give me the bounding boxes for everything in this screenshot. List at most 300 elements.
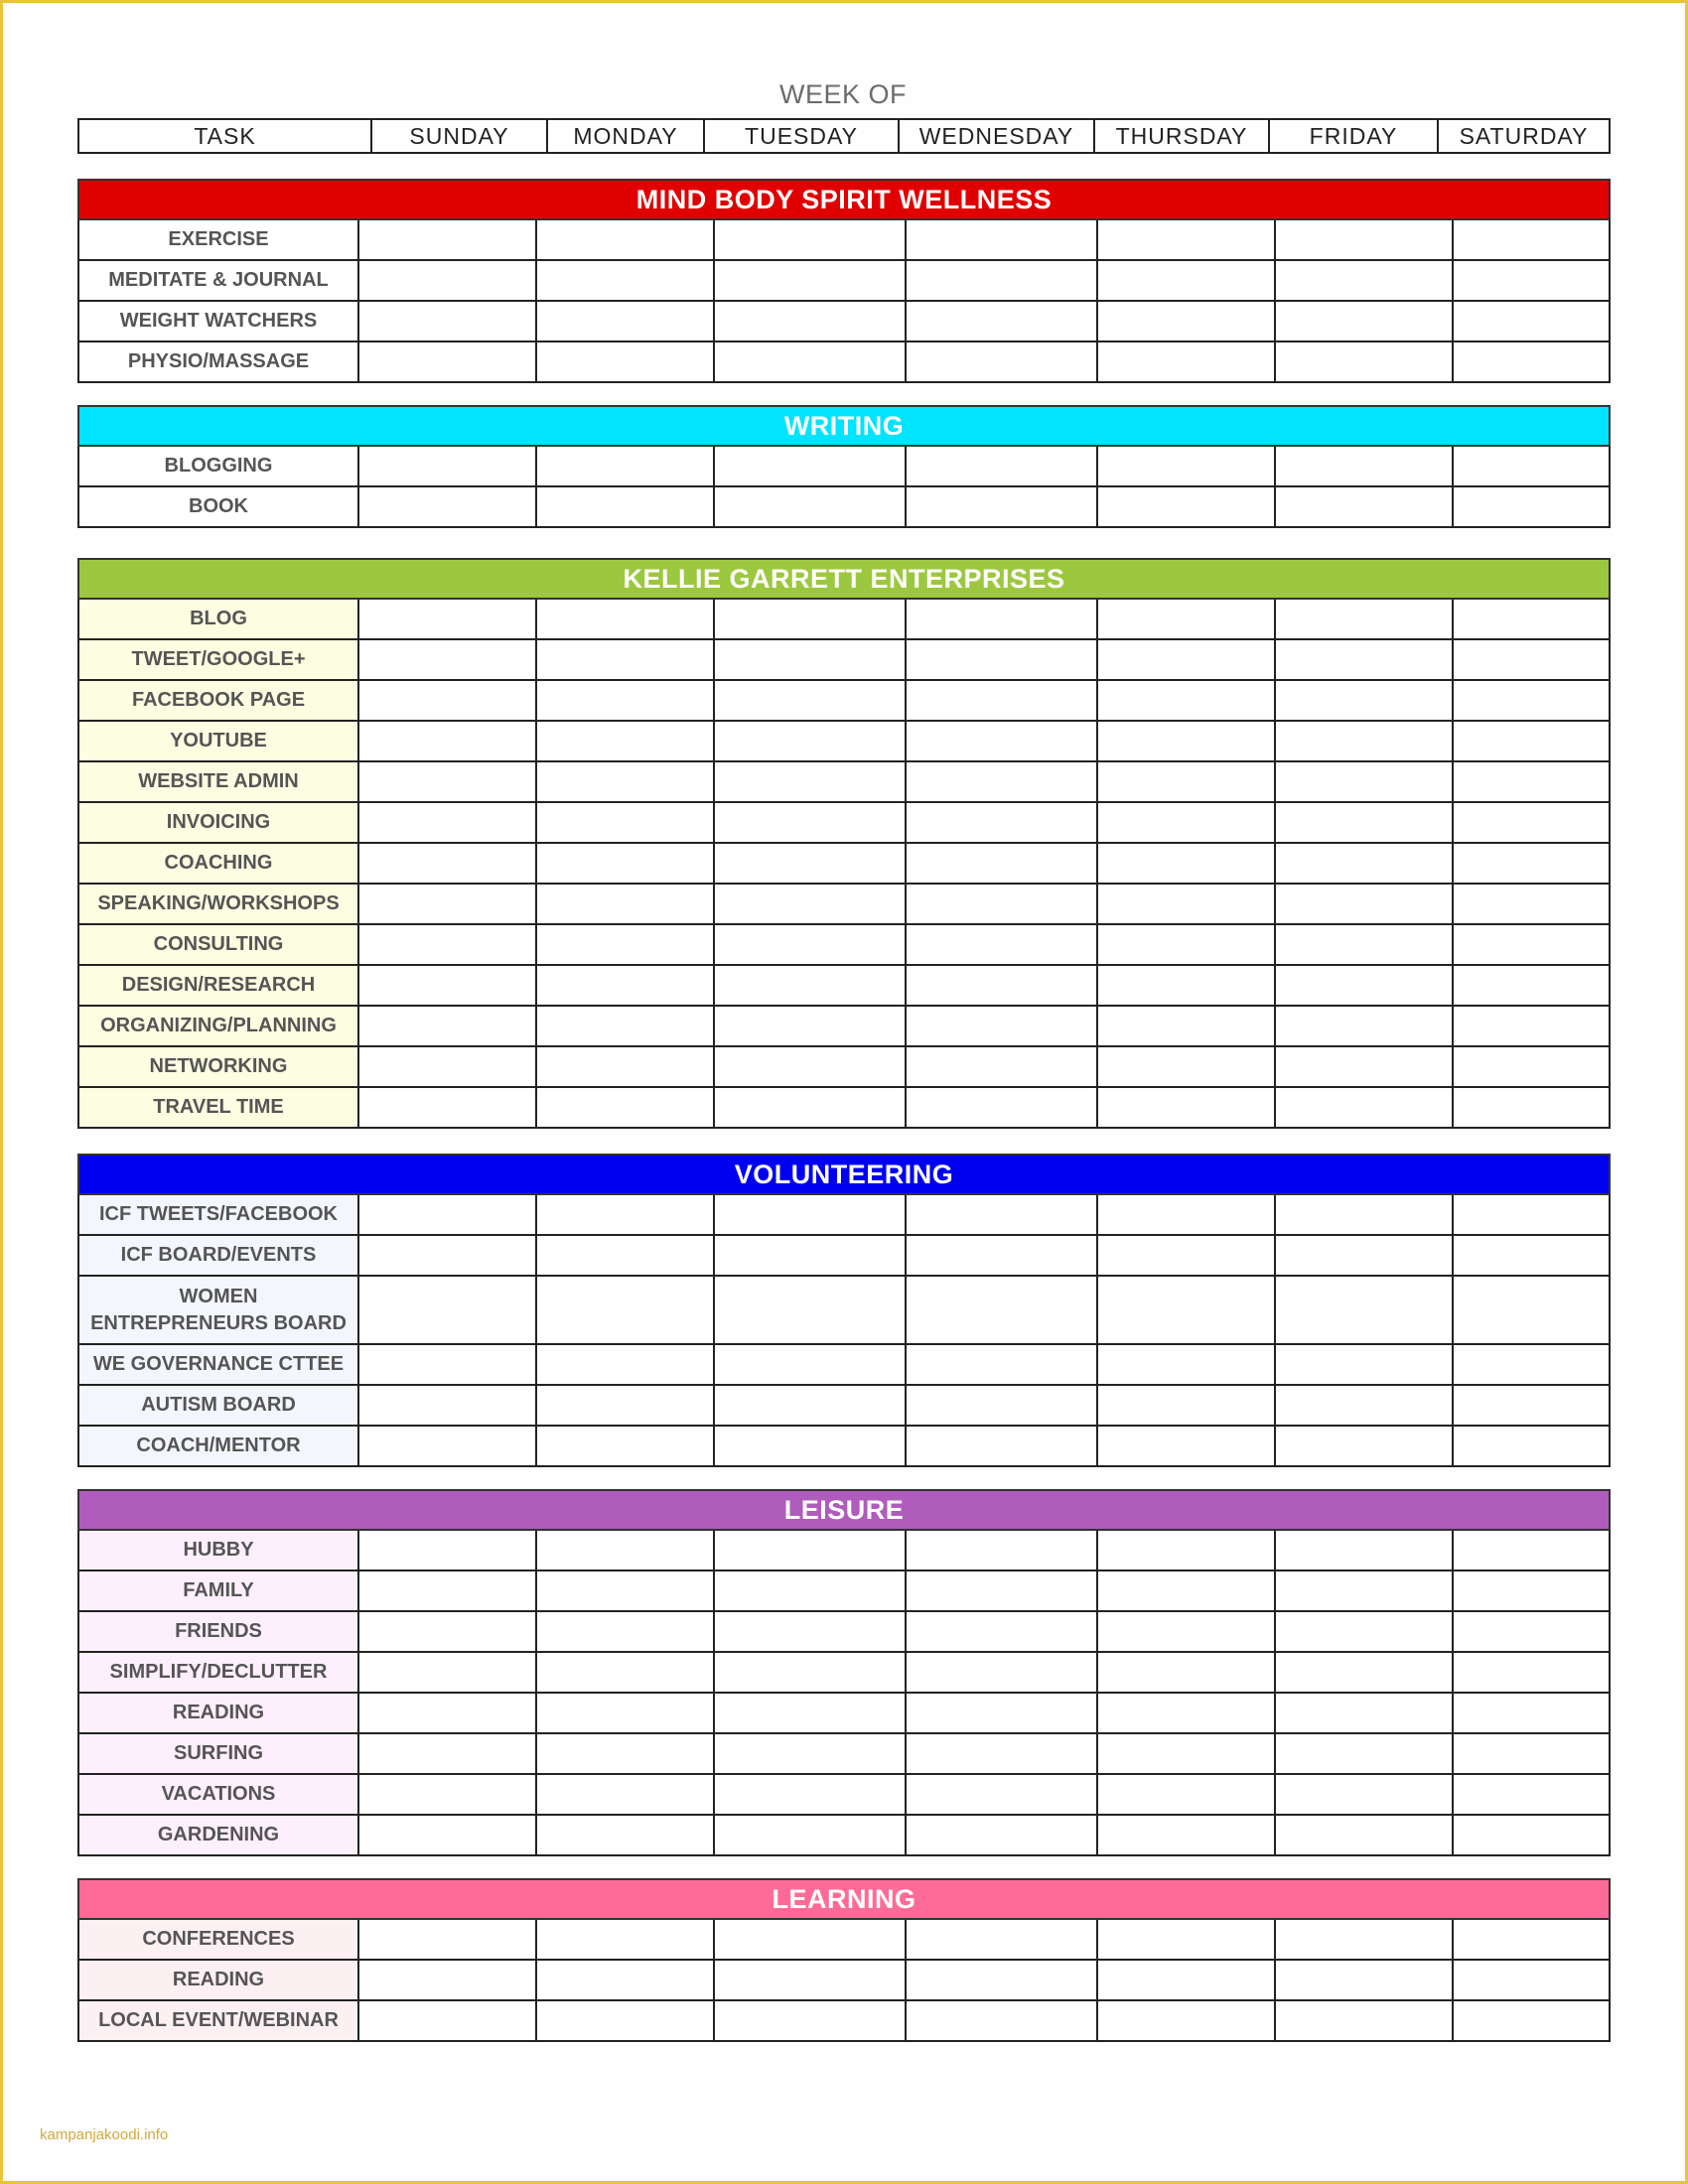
day-cell-tuesday[interactable] bbox=[714, 680, 906, 721]
day-cell-friday[interactable] bbox=[1275, 2000, 1453, 2041]
day-cell-tuesday[interactable] bbox=[714, 1960, 906, 2000]
task-label: CONFERENCES bbox=[78, 1919, 358, 1960]
day-cell-sunday[interactable] bbox=[358, 1919, 536, 1960]
day-cell-sunday[interactable] bbox=[358, 1235, 536, 1276]
day-cell-tuesday[interactable] bbox=[714, 1194, 906, 1235]
day-cell-wednesday[interactable] bbox=[906, 1815, 1097, 1855]
day-cell-friday[interactable] bbox=[1275, 1385, 1453, 1426]
day-cell-sunday[interactable] bbox=[358, 599, 536, 639]
task-label: READING bbox=[78, 1693, 358, 1733]
task-label: BLOG bbox=[78, 599, 358, 639]
day-cell-wednesday[interactable] bbox=[906, 1570, 1097, 1611]
day-cell-friday[interactable] bbox=[1275, 1652, 1453, 1693]
day-cell-tuesday[interactable] bbox=[714, 1570, 906, 1611]
task-label: ICF TWEETS/FACEBOOK bbox=[78, 1194, 358, 1235]
day-cell-tuesday[interactable] bbox=[714, 1652, 906, 1693]
day-cell-sunday[interactable] bbox=[358, 446, 536, 486]
day-cell-monday[interactable] bbox=[536, 1611, 714, 1652]
day-cell-tuesday[interactable] bbox=[714, 1693, 906, 1733]
day-cell-wednesday[interactable] bbox=[906, 599, 1097, 639]
day-cell-saturday[interactable] bbox=[1453, 761, 1610, 802]
day-cell-tuesday[interactable] bbox=[714, 260, 906, 301]
task-label: SURFING bbox=[78, 1733, 358, 1774]
day-cell-saturday[interactable] bbox=[1453, 486, 1610, 527]
day-cell-thursday[interactable] bbox=[1097, 639, 1275, 680]
day-cell-wednesday[interactable] bbox=[906, 1693, 1097, 1733]
day-cell-thursday[interactable] bbox=[1097, 1235, 1275, 1276]
day-cell-tuesday[interactable] bbox=[714, 219, 906, 260]
day-cell-saturday[interactable] bbox=[1453, 1385, 1610, 1426]
day-cell-wednesday[interactable] bbox=[906, 260, 1097, 301]
day-cell-tuesday[interactable] bbox=[714, 2000, 906, 2041]
day-cell-saturday[interactable] bbox=[1453, 1693, 1610, 1733]
day-cell-monday[interactable] bbox=[536, 639, 714, 680]
day-cell-wednesday[interactable] bbox=[906, 1530, 1097, 1570]
day-cell-tuesday[interactable] bbox=[714, 843, 906, 884]
task-row bbox=[78, 219, 1610, 260]
day-cell-sunday[interactable] bbox=[358, 1652, 536, 1693]
day-cell-wednesday[interactable] bbox=[906, 219, 1097, 260]
day-cell-wednesday[interactable] bbox=[906, 721, 1097, 761]
day-cell-monday[interactable] bbox=[536, 843, 714, 884]
day-cell-thursday[interactable] bbox=[1097, 1006, 1275, 1046]
day-cell-monday[interactable] bbox=[536, 341, 714, 382]
task-label: TRAVEL TIME bbox=[78, 1087, 358, 1128]
day-cell-wednesday[interactable] bbox=[906, 680, 1097, 721]
day-cell-sunday[interactable] bbox=[358, 486, 536, 527]
day-cell-wednesday[interactable] bbox=[906, 639, 1097, 680]
day-cell-friday[interactable] bbox=[1275, 1570, 1453, 1611]
day-cell-friday[interactable] bbox=[1275, 721, 1453, 761]
day-cell-friday[interactable] bbox=[1275, 1774, 1453, 1815]
day-cell-thursday[interactable] bbox=[1097, 680, 1275, 721]
day-cell-tuesday[interactable] bbox=[714, 486, 906, 527]
day-cell-sunday[interactable] bbox=[358, 761, 536, 802]
day-cell-monday[interactable] bbox=[536, 1087, 714, 1128]
day-cell-monday[interactable] bbox=[536, 599, 714, 639]
day-cell-saturday[interactable] bbox=[1453, 1919, 1610, 1960]
task-row bbox=[78, 301, 1610, 341]
day-cell-saturday[interactable] bbox=[1453, 1774, 1610, 1815]
day-cell-saturday[interactable] bbox=[1453, 1611, 1610, 1652]
day-cell-sunday[interactable] bbox=[358, 2000, 536, 2041]
day-cell-saturday[interactable] bbox=[1453, 680, 1610, 721]
day-cell-wednesday[interactable] bbox=[906, 1046, 1097, 1087]
day-cell-wednesday[interactable] bbox=[906, 486, 1097, 527]
task-row bbox=[78, 639, 1610, 680]
day-cell-monday[interactable] bbox=[536, 1235, 714, 1276]
task-row bbox=[78, 884, 1610, 924]
day-cell-friday[interactable] bbox=[1275, 1693, 1453, 1733]
day-cell-monday[interactable] bbox=[536, 1733, 714, 1774]
day-cell-thursday[interactable] bbox=[1097, 761, 1275, 802]
task-row bbox=[78, 924, 1610, 965]
day-cell-monday[interactable] bbox=[536, 802, 714, 843]
day-cell-friday[interactable] bbox=[1275, 599, 1453, 639]
day-cell-tuesday[interactable] bbox=[714, 1815, 906, 1855]
task-label: SIMPLIFY/DECLUTTER bbox=[78, 1652, 358, 1693]
day-cell-monday[interactable] bbox=[536, 1530, 714, 1570]
day-cell-sunday[interactable] bbox=[358, 341, 536, 382]
day-cell-thursday[interactable] bbox=[1097, 301, 1275, 341]
day-cell-thursday[interactable] bbox=[1097, 802, 1275, 843]
day-cell-friday[interactable] bbox=[1275, 1276, 1453, 1344]
day-cell-wednesday[interactable] bbox=[906, 965, 1097, 1006]
day-cell-saturday[interactable] bbox=[1453, 965, 1610, 1006]
task-row bbox=[78, 446, 1610, 486]
day-cell-tuesday[interactable] bbox=[714, 1426, 906, 1466]
day-cell-sunday[interactable] bbox=[358, 301, 536, 341]
day-cell-monday[interactable] bbox=[536, 260, 714, 301]
day-cell-monday[interactable] bbox=[536, 301, 714, 341]
day-cell-wednesday[interactable] bbox=[906, 446, 1097, 486]
day-cell-sunday[interactable] bbox=[358, 1570, 536, 1611]
day-cell-tuesday[interactable] bbox=[714, 721, 906, 761]
task-label: TWEET/GOOGLE+ bbox=[78, 639, 358, 680]
day-cell-saturday[interactable] bbox=[1453, 2000, 1610, 2041]
day-cell-friday[interactable] bbox=[1275, 680, 1453, 721]
task-row bbox=[78, 1652, 1610, 1693]
day-cell-friday[interactable] bbox=[1275, 341, 1453, 382]
day-cell-sunday[interactable] bbox=[358, 843, 536, 884]
task-label: BOOK bbox=[78, 486, 358, 527]
day-cell-sunday[interactable] bbox=[358, 219, 536, 260]
day-cell-thursday[interactable] bbox=[1097, 1960, 1275, 2000]
day-cell-tuesday[interactable] bbox=[714, 1611, 906, 1652]
day-cell-thursday[interactable] bbox=[1097, 1733, 1275, 1774]
day-cell-sunday[interactable] bbox=[358, 1426, 536, 1466]
day-cell-thursday[interactable] bbox=[1097, 1815, 1275, 1855]
day-cell-friday[interactable] bbox=[1275, 1426, 1453, 1466]
day-cell-thursday[interactable] bbox=[1097, 1919, 1275, 1960]
day-cell-saturday[interactable] bbox=[1453, 341, 1610, 382]
day-cell-thursday[interactable] bbox=[1097, 884, 1275, 924]
day-cell-wednesday[interactable] bbox=[906, 1087, 1097, 1128]
day-cell-thursday[interactable] bbox=[1097, 1570, 1275, 1611]
day-cell-thursday[interactable] bbox=[1097, 486, 1275, 527]
task-label: NETWORKING bbox=[78, 1046, 358, 1087]
day-cell-saturday[interactable] bbox=[1453, 219, 1610, 260]
day-cell-thursday[interactable] bbox=[1097, 599, 1275, 639]
day-cell-monday[interactable] bbox=[536, 1652, 714, 1693]
day-cell-wednesday[interactable] bbox=[906, 1733, 1097, 1774]
day-cell-friday[interactable] bbox=[1275, 446, 1453, 486]
day-cell-friday[interactable] bbox=[1275, 1919, 1453, 1960]
day-cell-saturday[interactable] bbox=[1453, 1960, 1610, 2000]
day-cell-wednesday[interactable] bbox=[906, 1652, 1097, 1693]
section-title: LEARNING bbox=[78, 1879, 1610, 1919]
day-cell-monday[interactable] bbox=[536, 1194, 714, 1235]
task-row bbox=[78, 965, 1610, 1006]
day-cell-thursday[interactable] bbox=[1097, 721, 1275, 761]
day-cell-thursday[interactable] bbox=[1097, 1194, 1275, 1235]
task-label: WOMEN ENTREPRENEURS BOARD bbox=[78, 1276, 358, 1344]
day-cell-thursday[interactable] bbox=[1097, 219, 1275, 260]
task-row bbox=[78, 1570, 1610, 1611]
day-cell-tuesday[interactable] bbox=[714, 599, 906, 639]
day-cell-friday[interactable] bbox=[1275, 219, 1453, 260]
day-cell-saturday[interactable] bbox=[1453, 1652, 1610, 1693]
day-cell-tuesday[interactable] bbox=[714, 1344, 906, 1385]
day-cell-monday[interactable] bbox=[536, 965, 714, 1006]
day-cell-tuesday[interactable] bbox=[714, 1385, 906, 1426]
day-cell-thursday[interactable] bbox=[1097, 260, 1275, 301]
day-cell-sunday[interactable] bbox=[358, 965, 536, 1006]
section-title: LEISURE bbox=[78, 1490, 1610, 1530]
day-cell-sunday[interactable] bbox=[358, 1087, 536, 1128]
task-row bbox=[78, 1276, 1610, 1344]
day-cell-tuesday[interactable] bbox=[714, 965, 906, 1006]
day-cell-thursday[interactable] bbox=[1097, 843, 1275, 884]
day-cell-saturday[interactable] bbox=[1453, 884, 1610, 924]
day-cell-saturday[interactable] bbox=[1453, 1276, 1610, 1344]
day-cell-tuesday[interactable] bbox=[714, 1235, 906, 1276]
day-cell-thursday[interactable] bbox=[1097, 965, 1275, 1006]
day-cell-monday[interactable] bbox=[536, 1693, 714, 1733]
day-cell-saturday[interactable] bbox=[1453, 1570, 1610, 1611]
day-cell-tuesday[interactable] bbox=[714, 761, 906, 802]
day-cell-wednesday[interactable] bbox=[906, 2000, 1097, 2041]
day-cell-sunday[interactable] bbox=[358, 1344, 536, 1385]
day-cell-friday[interactable] bbox=[1275, 884, 1453, 924]
task-row bbox=[78, 680, 1610, 721]
day-cell-monday[interactable] bbox=[536, 721, 714, 761]
section-table-5 bbox=[77, 1878, 1611, 2042]
day-cell-saturday[interactable] bbox=[1453, 1235, 1610, 1276]
day-cell-monday[interactable] bbox=[536, 1774, 714, 1815]
day-cell-wednesday[interactable] bbox=[906, 1235, 1097, 1276]
day-cell-saturday[interactable] bbox=[1453, 446, 1610, 486]
day-cell-friday[interactable] bbox=[1275, 1611, 1453, 1652]
day-cell-monday[interactable] bbox=[536, 1276, 714, 1344]
task-row bbox=[78, 1235, 1610, 1276]
day-cell-tuesday[interactable] bbox=[714, 1530, 906, 1570]
day-cell-monday[interactable] bbox=[536, 761, 714, 802]
day-cell-wednesday[interactable] bbox=[906, 341, 1097, 382]
day-cell-saturday[interactable] bbox=[1453, 843, 1610, 884]
day-cell-saturday[interactable] bbox=[1453, 721, 1610, 761]
day-cell-thursday[interactable] bbox=[1097, 446, 1275, 486]
day-cell-monday[interactable] bbox=[536, 446, 714, 486]
task-row bbox=[78, 761, 1610, 802]
day-cell-thursday[interactable] bbox=[1097, 2000, 1275, 2041]
day-cell-thursday[interactable] bbox=[1097, 1087, 1275, 1128]
day-cell-tuesday[interactable] bbox=[714, 301, 906, 341]
day-cell-thursday[interactable] bbox=[1097, 1046, 1275, 1087]
day-cell-saturday[interactable] bbox=[1453, 1815, 1610, 1855]
day-cell-tuesday[interactable] bbox=[714, 1774, 906, 1815]
day-cell-thursday[interactable] bbox=[1097, 1652, 1275, 1693]
day-cell-wednesday[interactable] bbox=[906, 1774, 1097, 1815]
day-cell-wednesday[interactable] bbox=[906, 1385, 1097, 1426]
day-cell-saturday[interactable] bbox=[1453, 639, 1610, 680]
day-cell-sunday[interactable] bbox=[358, 680, 536, 721]
day-cell-monday[interactable] bbox=[536, 1426, 714, 1466]
day-cell-thursday[interactable] bbox=[1097, 1385, 1275, 1426]
task-row bbox=[78, 260, 1610, 301]
day-cell-wednesday[interactable] bbox=[906, 884, 1097, 924]
day-cell-sunday[interactable] bbox=[358, 802, 536, 843]
day-cell-sunday[interactable] bbox=[358, 1385, 536, 1426]
day-cell-sunday[interactable] bbox=[358, 1530, 536, 1570]
day-cell-monday[interactable] bbox=[536, 219, 714, 260]
day-cell-friday[interactable] bbox=[1275, 639, 1453, 680]
day-cell-sunday[interactable] bbox=[358, 1693, 536, 1733]
day-cell-wednesday[interactable] bbox=[906, 1960, 1097, 2000]
day-cell-sunday[interactable] bbox=[358, 1960, 536, 2000]
day-cell-saturday[interactable] bbox=[1453, 1344, 1610, 1385]
section-title: VOLUNTEERING bbox=[78, 1155, 1610, 1194]
day-cell-saturday[interactable] bbox=[1453, 1530, 1610, 1570]
day-cell-sunday[interactable] bbox=[358, 1194, 536, 1235]
day-cell-wednesday[interactable] bbox=[906, 1611, 1097, 1652]
day-cell-saturday[interactable] bbox=[1453, 1087, 1610, 1128]
day-cell-sunday[interactable] bbox=[358, 884, 536, 924]
task-row bbox=[78, 2000, 1610, 2041]
day-cell-saturday[interactable] bbox=[1453, 924, 1610, 965]
day-cell-sunday[interactable] bbox=[358, 924, 536, 965]
day-cell-friday[interactable] bbox=[1275, 965, 1453, 1006]
day-cell-friday[interactable] bbox=[1275, 486, 1453, 527]
day-cell-wednesday[interactable] bbox=[906, 843, 1097, 884]
day-cell-wednesday[interactable] bbox=[906, 761, 1097, 802]
day-cell-thursday[interactable] bbox=[1097, 1530, 1275, 1570]
day-cell-saturday[interactable] bbox=[1453, 1426, 1610, 1466]
task-label: FAMILY bbox=[78, 1570, 358, 1611]
day-cell-monday[interactable] bbox=[536, 924, 714, 965]
day-cell-thursday[interactable] bbox=[1097, 341, 1275, 382]
header-task: TASK bbox=[78, 119, 371, 153]
day-cell-friday[interactable] bbox=[1275, 761, 1453, 802]
day-cell-monday[interactable] bbox=[536, 486, 714, 527]
section-title: WRITING bbox=[78, 406, 1610, 446]
day-cell-friday[interactable] bbox=[1275, 802, 1453, 843]
day-cell-monday[interactable] bbox=[536, 1815, 714, 1855]
day-cell-tuesday[interactable] bbox=[714, 341, 906, 382]
day-cell-friday[interactable] bbox=[1275, 1344, 1453, 1385]
day-cell-wednesday[interactable] bbox=[906, 802, 1097, 843]
day-cell-wednesday[interactable] bbox=[906, 1344, 1097, 1385]
day-cell-tuesday[interactable] bbox=[714, 1006, 906, 1046]
day-cell-sunday[interactable] bbox=[358, 639, 536, 680]
day-cell-tuesday[interactable] bbox=[714, 1087, 906, 1128]
day-cell-sunday[interactable] bbox=[358, 721, 536, 761]
task-label: DESIGN/RESEARCH bbox=[78, 965, 358, 1006]
day-cell-sunday[interactable] bbox=[358, 1611, 536, 1652]
day-cell-monday[interactable] bbox=[536, 2000, 714, 2041]
day-cell-thursday[interactable] bbox=[1097, 1344, 1275, 1385]
day-cell-wednesday[interactable] bbox=[906, 1276, 1097, 1344]
day-cell-monday[interactable] bbox=[536, 1046, 714, 1087]
day-cell-tuesday[interactable] bbox=[714, 639, 906, 680]
day-cell-wednesday[interactable] bbox=[906, 924, 1097, 965]
task-row bbox=[78, 1344, 1610, 1385]
day-cell-sunday[interactable] bbox=[358, 1774, 536, 1815]
day-cell-thursday[interactable] bbox=[1097, 924, 1275, 965]
day-cell-tuesday[interactable] bbox=[714, 1276, 906, 1344]
day-cell-monday[interactable] bbox=[536, 1006, 714, 1046]
task-row bbox=[78, 1385, 1610, 1426]
day-cell-friday[interactable] bbox=[1275, 1815, 1453, 1855]
day-cell-sunday[interactable] bbox=[358, 1276, 536, 1344]
day-cell-friday[interactable] bbox=[1275, 1235, 1453, 1276]
day-cell-saturday[interactable] bbox=[1453, 260, 1610, 301]
day-cell-friday[interactable] bbox=[1275, 301, 1453, 341]
day-cell-friday[interactable] bbox=[1275, 843, 1453, 884]
day-cell-monday[interactable] bbox=[536, 680, 714, 721]
day-cell-wednesday[interactable] bbox=[906, 1919, 1097, 1960]
day-cell-thursday[interactable] bbox=[1097, 1426, 1275, 1466]
day-cell-friday[interactable] bbox=[1275, 1046, 1453, 1087]
task-label: GARDENING bbox=[78, 1815, 358, 1855]
task-label: COACHING bbox=[78, 843, 358, 884]
day-cell-friday[interactable] bbox=[1275, 924, 1453, 965]
day-cell-tuesday[interactable] bbox=[714, 884, 906, 924]
day-cell-saturday[interactable] bbox=[1453, 1194, 1610, 1235]
day-cell-sunday[interactable] bbox=[358, 1006, 536, 1046]
day-cell-saturday[interactable] bbox=[1453, 1733, 1610, 1774]
task-label: MEDITATE & JOURNAL bbox=[78, 260, 358, 301]
day-cell-thursday[interactable] bbox=[1097, 1611, 1275, 1652]
task-label: YOUTUBE bbox=[78, 721, 358, 761]
day-cell-tuesday[interactable] bbox=[714, 1919, 906, 1960]
day-cell-saturday[interactable] bbox=[1453, 599, 1610, 639]
task-label: PHYSIO/MASSAGE bbox=[78, 341, 358, 382]
section-table-1 bbox=[77, 405, 1611, 528]
day-cell-monday[interactable] bbox=[536, 1570, 714, 1611]
day-cell-wednesday[interactable] bbox=[906, 1194, 1097, 1235]
task-row bbox=[78, 802, 1610, 843]
day-cell-saturday[interactable] bbox=[1453, 301, 1610, 341]
day-cell-tuesday[interactable] bbox=[714, 446, 906, 486]
day-cell-sunday[interactable] bbox=[358, 260, 536, 301]
day-cell-monday[interactable] bbox=[536, 1919, 714, 1960]
day-cell-wednesday[interactable] bbox=[906, 1006, 1097, 1046]
day-cell-friday[interactable] bbox=[1275, 1733, 1453, 1774]
day-cell-tuesday[interactable] bbox=[714, 802, 906, 843]
day-cell-tuesday[interactable] bbox=[714, 1733, 906, 1774]
task-row bbox=[78, 1733, 1610, 1774]
day-cell-friday[interactable] bbox=[1275, 1087, 1453, 1128]
day-cell-sunday[interactable] bbox=[358, 1046, 536, 1087]
day-cell-monday[interactable] bbox=[536, 1960, 714, 2000]
day-cell-thursday[interactable] bbox=[1097, 1693, 1275, 1733]
day-cell-friday[interactable] bbox=[1275, 1006, 1453, 1046]
day-cell-wednesday[interactable] bbox=[906, 1426, 1097, 1466]
day-cell-friday[interactable] bbox=[1275, 260, 1453, 301]
day-cell-tuesday[interactable] bbox=[714, 924, 906, 965]
day-cell-monday[interactable] bbox=[536, 884, 714, 924]
day-cell-friday[interactable] bbox=[1275, 1960, 1453, 2000]
day-cell-saturday[interactable] bbox=[1453, 1006, 1610, 1046]
day-cell-friday[interactable] bbox=[1275, 1194, 1453, 1235]
day-cell-sunday[interactable] bbox=[358, 1815, 536, 1855]
day-cell-saturday[interactable] bbox=[1453, 802, 1610, 843]
day-cell-monday[interactable] bbox=[536, 1344, 714, 1385]
task-row bbox=[78, 721, 1610, 761]
day-cell-sunday[interactable] bbox=[358, 1733, 536, 1774]
day-cell-thursday[interactable] bbox=[1097, 1774, 1275, 1815]
day-cell-wednesday[interactable] bbox=[906, 301, 1097, 341]
task-row bbox=[78, 1919, 1610, 1960]
day-cell-thursday[interactable] bbox=[1097, 1276, 1275, 1344]
day-cell-saturday[interactable] bbox=[1453, 1046, 1610, 1087]
task-row bbox=[78, 1046, 1610, 1087]
day-cell-friday[interactable] bbox=[1275, 1530, 1453, 1570]
day-header-table bbox=[77, 118, 1611, 154]
day-cell-tuesday[interactable] bbox=[714, 1046, 906, 1087]
day-cell-monday[interactable] bbox=[536, 1385, 714, 1426]
